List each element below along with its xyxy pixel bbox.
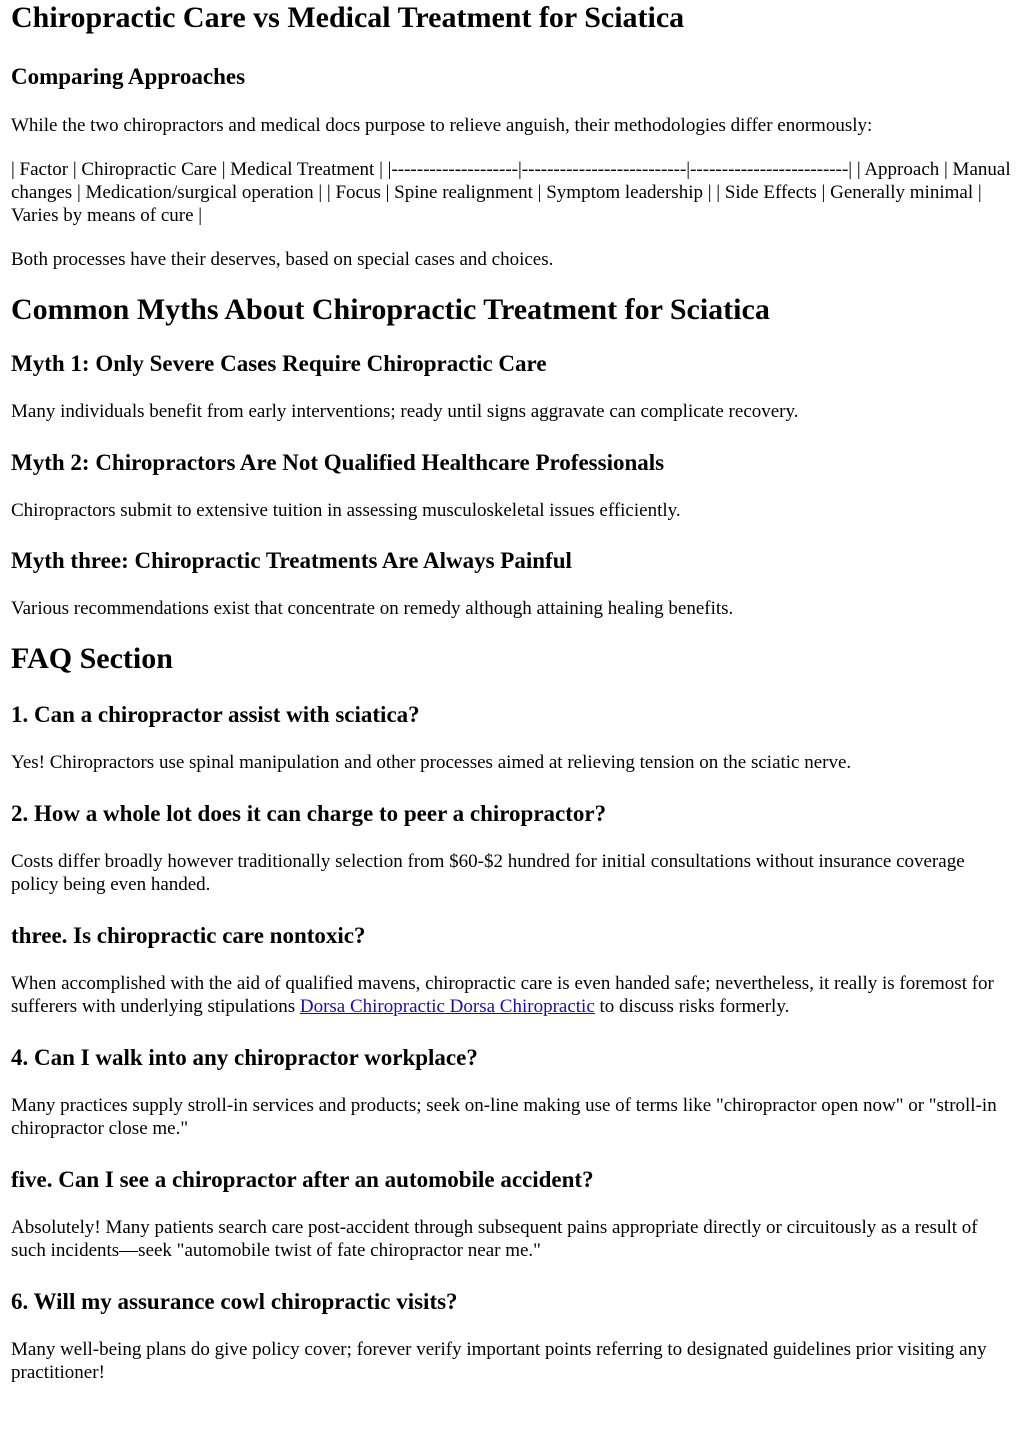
faq-3-heading: three. Is chiropractic care nontoxic? (11, 923, 366, 948)
comparing-outro: Both processes have their deserves, based on special cases and choices. (11, 249, 554, 270)
comparing-intro: While the two chiropractors and medical docs purpose to relieve anguish, their methodologies differ enormously: (11, 115, 873, 136)
faq-4-text: Many practices supply stroll-in services and products; seek on-line making use of terms like "chiropractor open now" or "stroll-in chiropractor close me." (11, 1095, 997, 1139)
myth-2-text: Chiropractors submit to extensive tuition in assessing musculoskeletal issues efficiently. (11, 500, 681, 521)
myth-2-heading: Myth 2: Chiropractors Are Not Qualified Healthcare Professionals (11, 450, 665, 475)
myth-1-heading: Myth 1: Only Severe Cases Require Chiropractic Care (11, 351, 547, 376)
faq-4-heading: 4. Can I walk into any chiropractor workplace? (11, 1045, 478, 1070)
comparison-table-text: | Factor | Chiropractic Care | Medical Treatment | |--------------------|--------------------------|-------------------------| | Approach | Manual changes | Medication/surgical operation | | Focus | Spine realignment | Symptom leadership | | Side Effects | Generally minimal | Varies by means of cure | (11, 159, 1011, 226)
faq-1-text: Yes! Chiropractors use spinal manipulation and other processes aimed at relieving tension on the sciatic nerve. (11, 752, 852, 773)
page-title: Chiropractic Care vs Medical Treatment for Sciatica (11, 1, 685, 34)
myth-3-heading: Myth three: Chiropractic Treatments Are Always Painful (11, 548, 572, 573)
faq-3-text-after: to discuss risks formerly. (594, 996, 790, 1017)
faq-2-heading: 2. How a whole lot does it can charge to peer a chiropractor? (11, 801, 607, 826)
comparing-heading: Comparing Approaches (11, 64, 246, 89)
myths-heading: Common Myths About Chiropractic Treatment for Sciatica (11, 293, 770, 326)
faq-6-text: Many well-being plans do give policy cover; forever verify important points referring to designated guidelines prior visiting any practitioner! (11, 1339, 987, 1383)
myth-1-text: Many individuals benefit from early interventions; ready until signs aggravate can complicate recovery. (11, 401, 799, 422)
dorsa-chiropractic-link[interactable]: Dorsa Chiropractic Dorsa Chiropractic (299, 996, 595, 1017)
myth-3-text: Various recommendations exist that concentrate on remedy although attaining healing benefits. (11, 598, 734, 619)
faq-3-text-before: When accomplished with the aid of qualified mavens, chiropractic care is even handed safe; nevertheless, it really is foremost for sufferers with underlying stipulations (11, 973, 994, 1017)
faq-5-heading: five. Can I see a chiropractor after an automobile accident? (11, 1167, 594, 1192)
faq-6-heading: 6. Will my assurance cowl chiropractic visits? (11, 1289, 458, 1314)
faq-3-text (11, 972, 1013, 1018)
faq-heading: FAQ Section (11, 642, 173, 675)
faq-1-heading: 1. Can a chiropractor assist with sciatica? (11, 702, 420, 727)
faq-5-text: Absolutely! Many patients search care post-accident through subsequent pains appropriate directly or circuitously as a result of such incidents—seek "automobile twist of fate chiropractor near me." (11, 1217, 978, 1261)
faq-2-text: Costs differ broadly however traditionally selection from $60-$2 hundred for initial consultations without insurance coverage policy being even handed. (11, 851, 965, 895)
